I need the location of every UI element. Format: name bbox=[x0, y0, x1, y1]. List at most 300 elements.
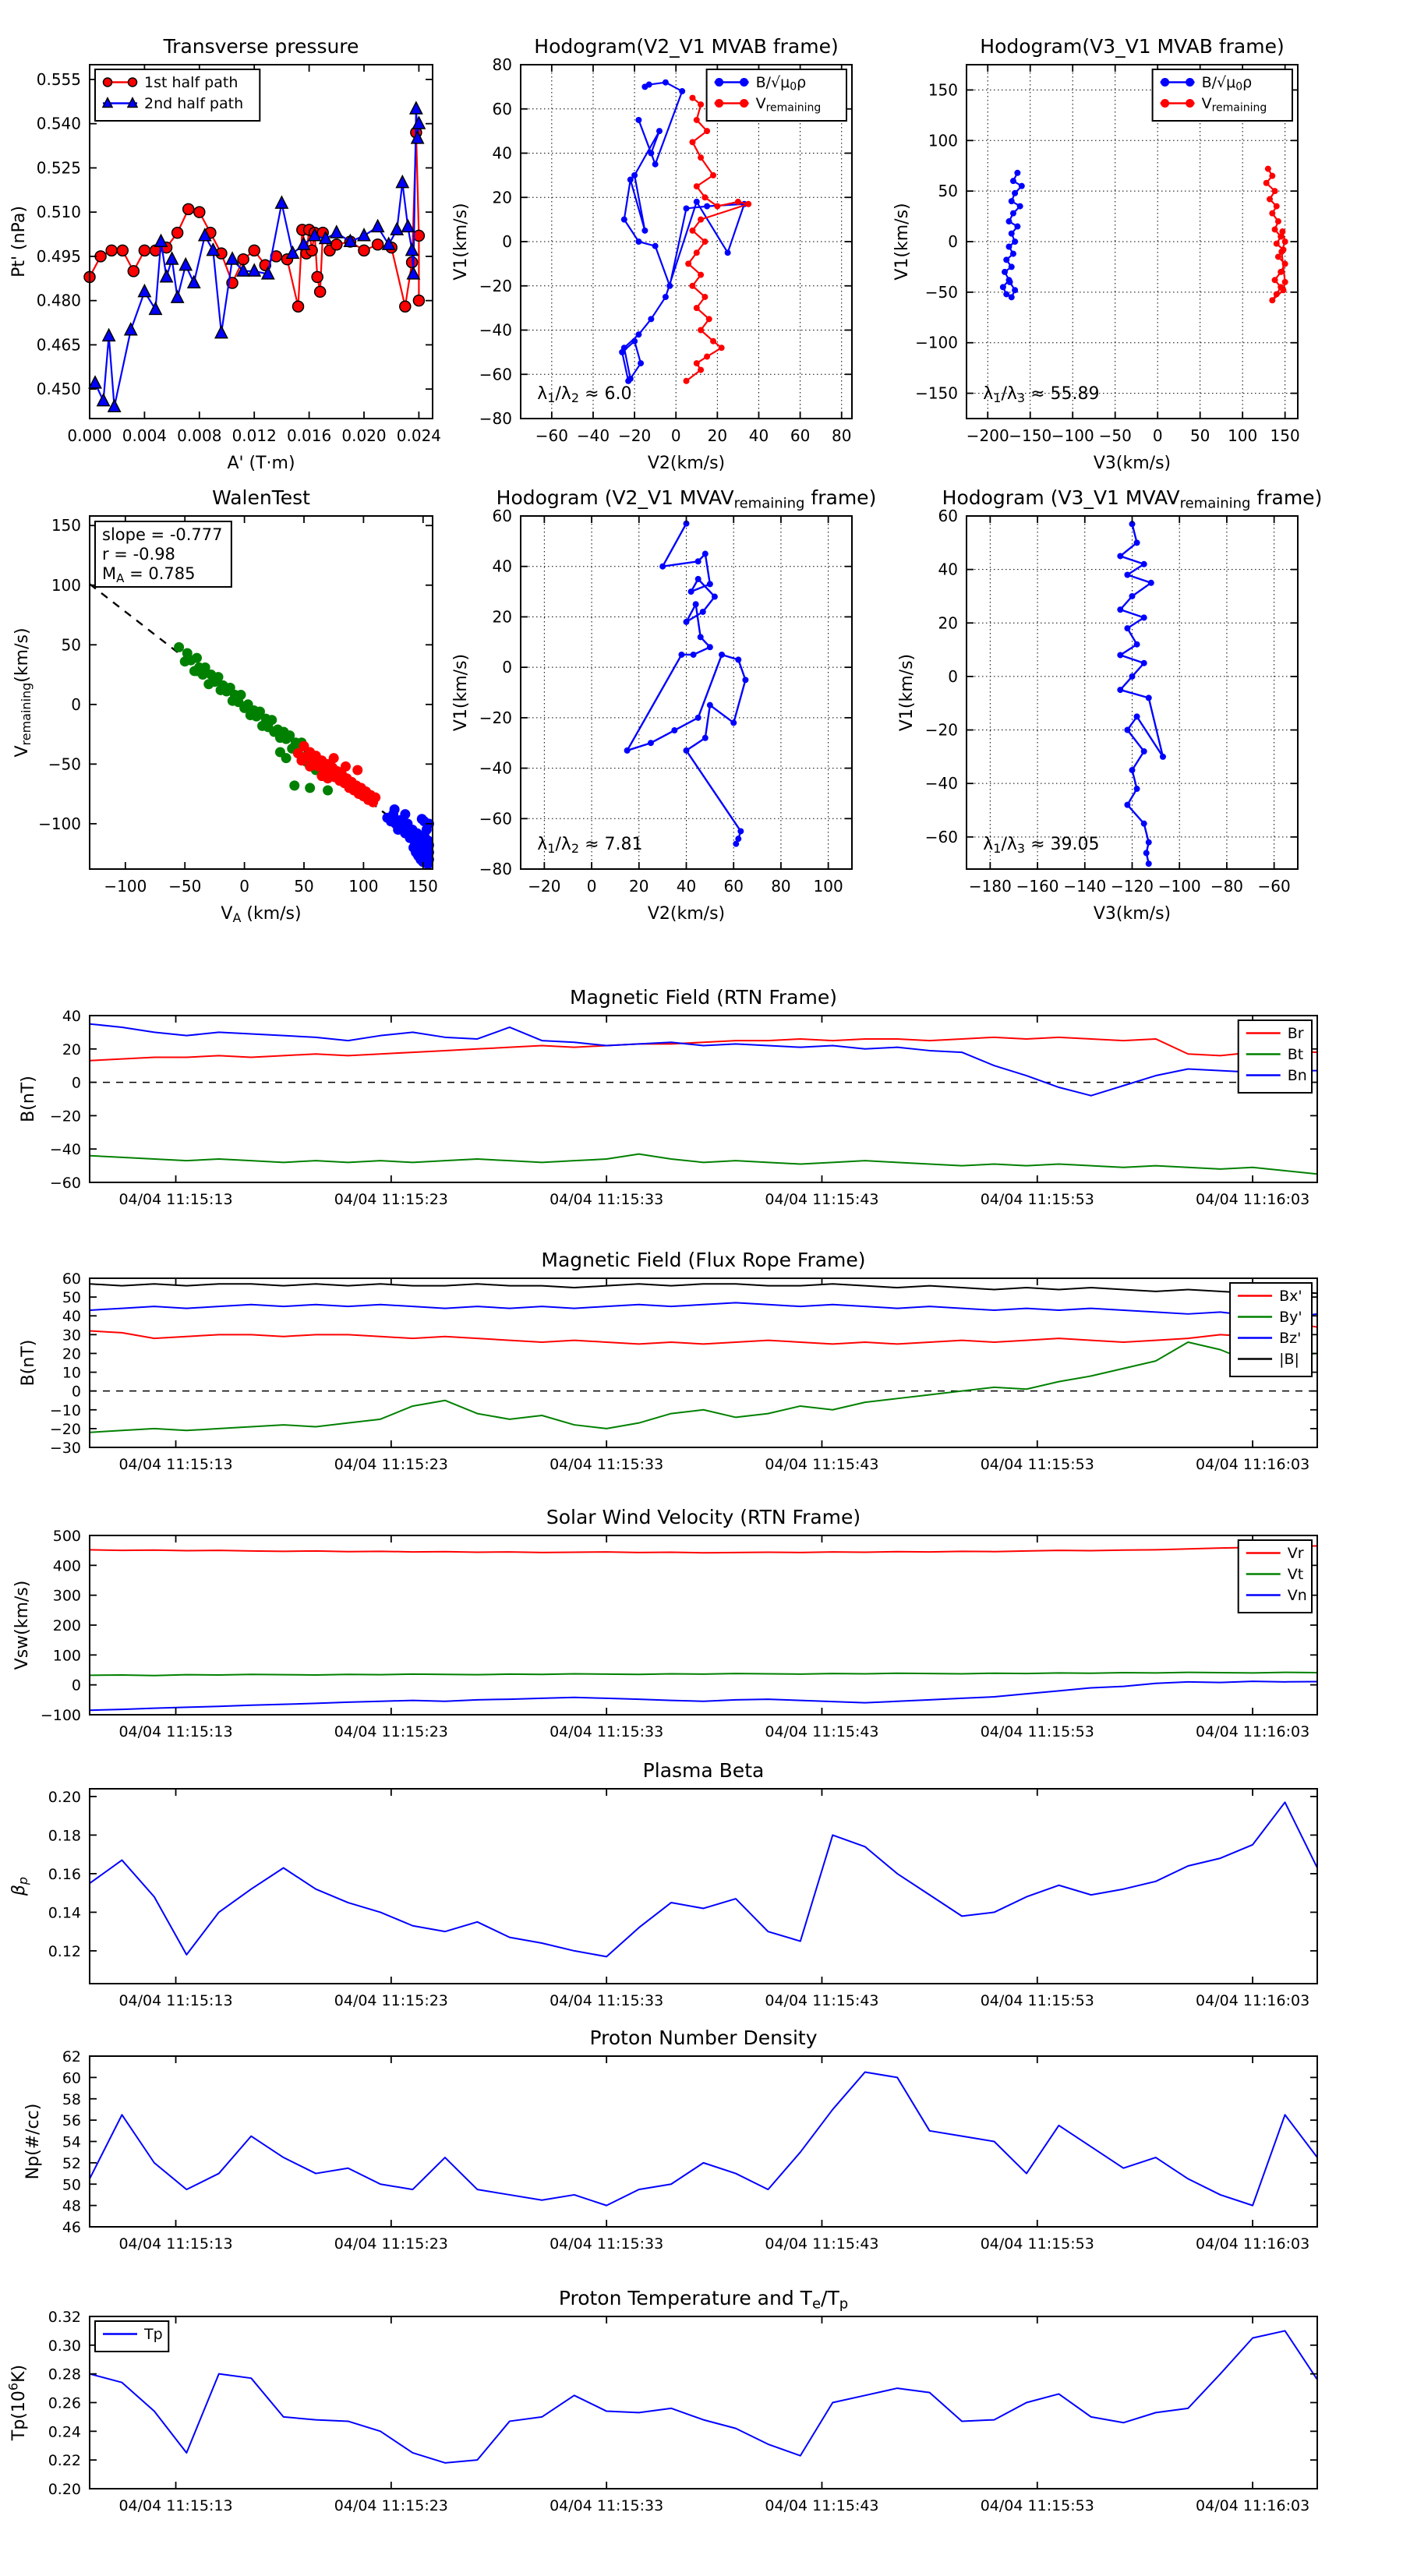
y-tick-label: −80 bbox=[479, 860, 512, 878]
x-tick-label: 60 bbox=[790, 426, 811, 445]
y-tick-label: 46 bbox=[62, 2219, 81, 2236]
y-tick-label: −60 bbox=[479, 365, 512, 384]
circle-marker bbox=[1129, 673, 1136, 680]
circle-marker bbox=[1141, 614, 1147, 620]
panel-title: Magnetic Field (Flux Rope Frame) bbox=[541, 1249, 866, 1271]
x-tick-label: 150 bbox=[1270, 426, 1300, 445]
panel-title: Hodogram(V3_V1 MVAB frame) bbox=[980, 35, 1285, 58]
legend-label: Vt bbox=[1287, 1566, 1304, 1584]
panel-hodogram-v2v1-mvav bbox=[451, 486, 876, 924]
y-tick-label: −60 bbox=[924, 827, 958, 846]
circle-marker bbox=[1014, 170, 1020, 176]
panel-bfield-rtn bbox=[19, 986, 1317, 1208]
x-tick-label: 04/04 11:16:03 bbox=[1196, 1992, 1310, 2009]
y-tick-label: 20 bbox=[492, 607, 512, 627]
circle-marker bbox=[1282, 279, 1288, 285]
legend-label: Tp bbox=[144, 2326, 163, 2344]
y-tick-label: −30 bbox=[49, 1440, 81, 1457]
y-tick-label: 0.450 bbox=[36, 380, 81, 399]
x-tick-label: 04/04 11:15:13 bbox=[118, 2497, 233, 2514]
circle-marker bbox=[1002, 269, 1008, 275]
circle-marker bbox=[249, 245, 260, 256]
y-tick-label: 10 bbox=[62, 1364, 81, 1382]
x-tick-label: 80 bbox=[831, 426, 852, 445]
circle-marker bbox=[737, 828, 744, 834]
circle-marker bbox=[128, 266, 139, 277]
y-axis-label: V1(km/s) bbox=[451, 653, 471, 732]
legend-label: 2nd half path bbox=[144, 95, 244, 113]
y-tick-label: 50 bbox=[61, 635, 81, 655]
legend-label: By' bbox=[1279, 1309, 1302, 1327]
circle-marker bbox=[725, 249, 731, 256]
x-tick-label: 40 bbox=[676, 877, 697, 896]
circle-marker bbox=[106, 245, 117, 256]
x-tick-label: −180 bbox=[968, 877, 1012, 896]
y-tick-label: 52 bbox=[62, 2154, 81, 2172]
circle-marker bbox=[1278, 249, 1285, 255]
circle-marker bbox=[1134, 713, 1140, 719]
y-axis-label: B(nT) bbox=[19, 1076, 38, 1122]
y-tick-label: 0.28 bbox=[48, 2366, 81, 2383]
circle-marker bbox=[1274, 241, 1280, 247]
legend bbox=[1230, 1283, 1312, 1376]
circle-marker bbox=[641, 228, 648, 234]
series-segment-2 bbox=[293, 741, 380, 807]
circle-marker bbox=[1003, 256, 1009, 263]
y-axis-label: V1(km/s) bbox=[451, 203, 471, 281]
series-Vn bbox=[90, 1681, 1317, 1710]
circle-marker bbox=[710, 338, 716, 345]
x-axis-label: V3(km/s) bbox=[1093, 904, 1172, 924]
panel-title: Proton Number Density bbox=[589, 2027, 818, 2049]
x-tick-label: 04/04 11:15:33 bbox=[550, 1723, 664, 1740]
triangle-marker bbox=[180, 259, 192, 270]
x-tick-label: 04/04 11:15:33 bbox=[550, 1456, 664, 1473]
circle-marker bbox=[1274, 203, 1280, 210]
circle-marker bbox=[695, 558, 702, 564]
circle-marker bbox=[1143, 850, 1150, 856]
legend bbox=[95, 69, 260, 121]
y-tick-label: 20 bbox=[62, 1041, 81, 1058]
x-tick-label: 0.012 bbox=[231, 426, 277, 445]
y-tick-label: 60 bbox=[938, 507, 958, 525]
circle-marker bbox=[702, 735, 709, 741]
series-Bt bbox=[90, 1154, 1317, 1175]
panel-plasma-beta bbox=[9, 1759, 1317, 2009]
panel-title: Hodogram (V2_V1 MVAVremaining frame) bbox=[496, 486, 877, 512]
series-Vt bbox=[90, 1673, 1317, 1676]
triangle-marker bbox=[397, 176, 408, 188]
y-tick-label: 40 bbox=[492, 143, 512, 163]
circle-marker bbox=[745, 201, 751, 207]
x-axis-label: V3(km/s) bbox=[1093, 454, 1172, 473]
circle-marker bbox=[1265, 166, 1271, 172]
y-tick-label: 0 bbox=[948, 666, 958, 686]
x-tick-label: 04/04 11:15:23 bbox=[334, 2235, 448, 2253]
circle-marker bbox=[695, 715, 702, 721]
axes-frame bbox=[90, 1278, 1317, 1447]
y-tick-label: −60 bbox=[479, 809, 512, 829]
x-tick-label: 0 bbox=[1152, 426, 1163, 445]
x-tick-label: 04/04 11:15:53 bbox=[980, 2235, 1094, 2253]
x-tick-label: 0.024 bbox=[396, 426, 442, 445]
circle-marker bbox=[1146, 694, 1152, 701]
x-axis-label: V2(km/s) bbox=[647, 904, 726, 924]
circle-marker bbox=[648, 740, 654, 746]
circle-marker bbox=[656, 128, 663, 134]
legend-label: B/√μ0ρ bbox=[1201, 74, 1253, 94]
circle-marker bbox=[684, 378, 690, 384]
circle-marker bbox=[293, 301, 304, 312]
legend-label: B/√μ0ρ bbox=[755, 74, 807, 94]
circle-marker bbox=[1272, 226, 1278, 232]
y-tick-label: 0.540 bbox=[36, 114, 81, 133]
x-tick-label: 04/04 11:16:03 bbox=[1196, 1723, 1310, 1740]
circle-marker bbox=[733, 841, 739, 847]
triangle-marker bbox=[155, 235, 167, 246]
y-tick-label: 48 bbox=[62, 2197, 81, 2215]
circle-marker bbox=[413, 230, 424, 241]
y-tick-label: 60 bbox=[492, 507, 512, 525]
circle-marker bbox=[698, 154, 704, 161]
y-tick-label: 0.465 bbox=[36, 335, 81, 355]
y-tick-label: 100 bbox=[928, 131, 958, 150]
x-tick-label: 40 bbox=[748, 426, 769, 445]
y-tick-label: −40 bbox=[479, 758, 512, 778]
x-tick-label: 04/04 11:15:43 bbox=[765, 2497, 879, 2514]
circle-marker bbox=[702, 551, 709, 557]
circle-marker bbox=[296, 755, 306, 765]
circle-marker bbox=[619, 349, 625, 355]
y-tick-label: −60 bbox=[49, 1175, 81, 1192]
y-tick-label: 0 bbox=[71, 1383, 81, 1401]
circle-marker bbox=[714, 203, 720, 210]
x-tick-label: 50 bbox=[294, 877, 314, 896]
circle-marker bbox=[1279, 228, 1285, 235]
circle-marker bbox=[1148, 580, 1154, 586]
circle-marker bbox=[1278, 269, 1284, 275]
y-axis-label: $Tp(10^6K)$ bbox=[5, 2364, 29, 2441]
x-tick-label: 04/04 11:15:43 bbox=[765, 1992, 879, 2009]
circle-marker bbox=[1161, 99, 1169, 108]
x-tick-label: 04/04 11:15:13 bbox=[118, 1723, 233, 1740]
x-tick-label: 04/04 11:15:43 bbox=[765, 1723, 879, 1740]
circle-marker bbox=[648, 150, 654, 157]
x-tick-label: −120 bbox=[1111, 877, 1154, 896]
x-tick-label: 04/04 11:15:33 bbox=[550, 1992, 664, 2009]
panel-title: Solar Wind Velocity (RTN Frame) bbox=[546, 1506, 861, 1528]
circle-marker bbox=[679, 88, 685, 94]
y-tick-label: 0.12 bbox=[48, 1942, 81, 1960]
circle-marker bbox=[638, 360, 644, 366]
y-tick-label: 60 bbox=[492, 99, 512, 118]
y-tick-label: −10 bbox=[49, 1401, 81, 1419]
circle-marker bbox=[1129, 767, 1136, 773]
circle-marker bbox=[331, 239, 342, 250]
circle-marker bbox=[646, 82, 652, 88]
circle-marker bbox=[172, 228, 183, 239]
series-Bx' bbox=[90, 1321, 1317, 1344]
circle-marker bbox=[359, 245, 369, 256]
circle-marker bbox=[104, 78, 112, 87]
circle-marker bbox=[117, 245, 128, 256]
circle-marker bbox=[1005, 218, 1012, 224]
circle-marker bbox=[719, 652, 725, 658]
y-tick-label: 0.16 bbox=[48, 1865, 81, 1883]
triangle-marker bbox=[139, 285, 150, 297]
axes-frame bbox=[90, 1535, 1317, 1715]
circle-marker bbox=[1272, 277, 1278, 283]
triangle-marker bbox=[410, 102, 422, 114]
annotation: λ1/λ3 ≈ 39.05 bbox=[983, 835, 1100, 857]
circle-marker bbox=[1272, 188, 1278, 194]
circle-marker bbox=[1282, 239, 1288, 245]
x-tick-label: −100 bbox=[1157, 877, 1201, 896]
x-tick-label: 04/04 11:15:33 bbox=[550, 1191, 664, 1208]
legend-label: Vremaining bbox=[755, 95, 822, 115]
y-axis-label: Vremaining(km/s) bbox=[12, 627, 34, 758]
y-tick-label: −150 bbox=[915, 383, 958, 403]
series-2nd half path bbox=[89, 102, 425, 412]
x-tick-label: 04/04 11:15:53 bbox=[980, 1723, 1094, 1740]
circle-marker bbox=[1161, 78, 1169, 87]
x-tick-label: 60 bbox=[723, 877, 744, 896]
circle-marker bbox=[1275, 218, 1281, 224]
y-tick-label: 50 bbox=[62, 1289, 81, 1307]
stat-line: slope = -0.777 bbox=[102, 525, 223, 545]
circle-marker bbox=[742, 677, 748, 683]
circle-marker bbox=[1269, 210, 1275, 217]
circle-marker bbox=[684, 205, 690, 211]
series-By' bbox=[90, 1342, 1317, 1433]
circle-marker bbox=[678, 652, 684, 658]
x-tick-label: 04/04 11:15:23 bbox=[334, 1456, 448, 1473]
panel-hodogram-v2v1-mvab bbox=[451, 35, 852, 473]
y-tick-label: −40 bbox=[49, 1141, 81, 1159]
x-tick-label: 04/04 11:15:23 bbox=[334, 2497, 448, 2514]
series-Vr bbox=[90, 1546, 1317, 1553]
triangle-marker bbox=[413, 117, 425, 129]
circle-marker bbox=[1267, 196, 1273, 203]
y-tick-label: 0.555 bbox=[36, 69, 81, 89]
x-tick-label: 04/04 11:16:03 bbox=[1196, 2235, 1310, 2253]
x-tick-label: −160 bbox=[1016, 877, 1059, 896]
y-tick-label: 0 bbox=[948, 232, 958, 251]
y-axis-label: V1(km/s) bbox=[892, 203, 912, 281]
circle-marker bbox=[1012, 239, 1018, 245]
legend-label: Vremaining bbox=[1201, 95, 1267, 115]
y-tick-label: 80 bbox=[492, 55, 512, 74]
panel-hodogram-v3v1-mvab bbox=[892, 35, 1300, 473]
triangle-marker bbox=[161, 270, 172, 282]
legend bbox=[95, 2321, 168, 2352]
circle-marker bbox=[408, 843, 419, 853]
circle-marker bbox=[694, 117, 700, 123]
panel-hodogram-v3v1-mvav bbox=[897, 486, 1322, 924]
circle-marker bbox=[735, 199, 741, 205]
y-tick-label: 100 bbox=[52, 1647, 81, 1665]
series-B_alfven bbox=[619, 80, 747, 384]
y-tick-label: −20 bbox=[479, 708, 512, 727]
legend-label: Vr bbox=[1287, 1545, 1304, 1563]
circle-marker bbox=[702, 294, 708, 300]
circle-marker bbox=[635, 239, 641, 245]
circle-marker bbox=[95, 251, 106, 262]
x-tick-label: 04/04 11:15:13 bbox=[118, 1191, 233, 1208]
y-tick-label: 0 bbox=[502, 658, 512, 677]
circle-marker bbox=[183, 203, 194, 214]
circle-marker bbox=[694, 360, 700, 366]
x-tick-label: −20 bbox=[617, 426, 652, 445]
circle-marker bbox=[1000, 284, 1006, 290]
y-tick-label: 40 bbox=[62, 1008, 81, 1025]
y-tick-label: 200 bbox=[52, 1617, 81, 1634]
panel-title: Hodogram(V2_V1 MVAB frame) bbox=[534, 35, 839, 58]
circle-marker bbox=[1274, 291, 1280, 297]
legend bbox=[707, 69, 846, 121]
circle-marker bbox=[1146, 860, 1152, 867]
circle-marker bbox=[691, 652, 697, 658]
series-V_remaining bbox=[1263, 166, 1288, 304]
y-tick-label: 58 bbox=[62, 2090, 81, 2108]
y-tick-label: −40 bbox=[479, 320, 512, 340]
x-tick-label: 04/04 11:15:13 bbox=[118, 1456, 233, 1473]
x-tick-label: 0 bbox=[239, 877, 249, 896]
series-Br bbox=[90, 1037, 1317, 1064]
x-tick-label: 0.000 bbox=[67, 426, 112, 445]
circle-marker bbox=[710, 172, 716, 178]
circle-marker bbox=[312, 271, 323, 282]
panel-proton-density bbox=[23, 2027, 1317, 2253]
triangle-marker bbox=[406, 244, 418, 256]
stat-line: MA = 0.785 bbox=[102, 564, 196, 585]
x-tick-label: −80 bbox=[1210, 877, 1244, 896]
y-axis-label: V1(km/s) bbox=[897, 653, 917, 732]
circle-marker bbox=[648, 316, 654, 322]
circle-marker bbox=[192, 666, 202, 676]
circle-marker bbox=[400, 301, 411, 312]
panel-title: Proton Temperature and Te/Tp bbox=[558, 2287, 849, 2313]
y-tick-label: 0.24 bbox=[48, 2423, 81, 2441]
y-tick-label: 300 bbox=[52, 1587, 81, 1605]
y-tick-label: 0.495 bbox=[36, 246, 81, 266]
series-Np bbox=[90, 2072, 1317, 2206]
circle-marker bbox=[1186, 99, 1194, 108]
circle-marker bbox=[671, 727, 677, 733]
y-tick-label: 40 bbox=[62, 1308, 81, 1326]
y-tick-label: 0.30 bbox=[48, 2337, 81, 2355]
x-tick-label: 0.008 bbox=[177, 426, 222, 445]
x-tick-label: 100 bbox=[348, 877, 379, 896]
y-tick-label: −50 bbox=[924, 282, 958, 302]
circle-marker bbox=[1186, 78, 1194, 87]
series-segment-1 bbox=[174, 642, 333, 796]
x-tick-label: 0 bbox=[586, 877, 597, 896]
y-tick-label: −20 bbox=[49, 1108, 81, 1125]
circle-marker bbox=[698, 217, 704, 223]
x-axis-label: VA (km/s) bbox=[221, 904, 302, 925]
circle-marker bbox=[1117, 687, 1123, 693]
series-segment-3 bbox=[382, 804, 433, 869]
x-tick-label: −60 bbox=[1257, 877, 1291, 896]
y-tick-label: 62 bbox=[62, 2048, 81, 2065]
legend-label: 1st half path bbox=[144, 74, 239, 92]
circle-marker bbox=[624, 747, 631, 754]
x-tick-label: 04/04 11:16:03 bbox=[1196, 2497, 1310, 2514]
circle-marker bbox=[139, 245, 150, 256]
x-tick-label: 04/04 11:15:23 bbox=[334, 1992, 448, 2009]
circle-marker bbox=[1117, 553, 1123, 559]
circle-marker bbox=[305, 761, 315, 772]
panel-proton-temperature bbox=[6, 2287, 1317, 2514]
panel-walen-test bbox=[12, 486, 438, 925]
y-axis-label: Np(#/cc) bbox=[23, 2103, 43, 2180]
y-tick-label: 60 bbox=[62, 1270, 81, 1288]
x-tick-label: 100 bbox=[813, 877, 843, 896]
circle-marker bbox=[1134, 641, 1140, 648]
x-tick-label: −50 bbox=[1098, 426, 1132, 445]
triangle-marker bbox=[330, 226, 342, 238]
panel-title: Hodogram (V3_V1 MVAVremaining frame) bbox=[942, 486, 1323, 512]
circle-marker bbox=[413, 295, 424, 306]
panel-title: Plasma Beta bbox=[642, 1759, 765, 1782]
circle-marker bbox=[1014, 224, 1020, 230]
circle-marker bbox=[631, 338, 638, 345]
y-axis-label: Pt' (nPa) bbox=[9, 206, 29, 277]
circle-marker bbox=[1275, 253, 1281, 260]
circle-marker bbox=[684, 619, 690, 625]
y-tick-label: 0.20 bbox=[48, 2481, 81, 2498]
circle-marker bbox=[1007, 279, 1013, 285]
circle-marker bbox=[698, 634, 704, 640]
triangle-marker bbox=[108, 400, 120, 412]
triangle-marker bbox=[215, 327, 227, 338]
circle-marker bbox=[698, 272, 704, 278]
triangle-marker bbox=[188, 276, 200, 288]
circle-marker bbox=[1134, 786, 1140, 792]
circle-marker bbox=[1009, 263, 1015, 270]
legend-label: Br bbox=[1287, 1025, 1304, 1043]
triangle-marker bbox=[97, 394, 109, 406]
x-tick-label: 04/04 11:16:03 bbox=[1196, 1191, 1310, 1208]
annotation: λ1/λ2 ≈ 7.81 bbox=[537, 835, 643, 857]
circle-marker bbox=[695, 576, 702, 582]
triangle-marker bbox=[358, 229, 369, 241]
circle-marker bbox=[1124, 625, 1130, 631]
y-tick-label: 150 bbox=[928, 80, 958, 100]
x-tick-label: 04/04 11:15:43 bbox=[765, 2235, 879, 2253]
y-axis-label: βp bbox=[9, 1876, 30, 1896]
circle-marker bbox=[1019, 183, 1025, 189]
circle-marker bbox=[1124, 572, 1130, 578]
y-tick-label: 150 bbox=[51, 516, 81, 535]
x-tick-label: −150 bbox=[1009, 426, 1052, 445]
x-tick-label: −100 bbox=[104, 877, 147, 896]
y-tick-label: 0.32 bbox=[48, 2309, 81, 2326]
y-tick-label: 0 bbox=[502, 232, 512, 251]
circle-marker bbox=[1146, 839, 1152, 846]
y-tick-label: −20 bbox=[479, 276, 512, 295]
circle-marker bbox=[275, 747, 285, 758]
triangle-marker bbox=[103, 329, 115, 341]
axes-frame bbox=[90, 2056, 1317, 2227]
circle-marker bbox=[1009, 198, 1015, 204]
ticks bbox=[90, 1535, 1317, 1715]
circle-marker bbox=[236, 690, 246, 700]
circle-marker bbox=[663, 294, 669, 300]
circle-marker bbox=[370, 793, 380, 803]
triangle-marker bbox=[226, 253, 238, 264]
